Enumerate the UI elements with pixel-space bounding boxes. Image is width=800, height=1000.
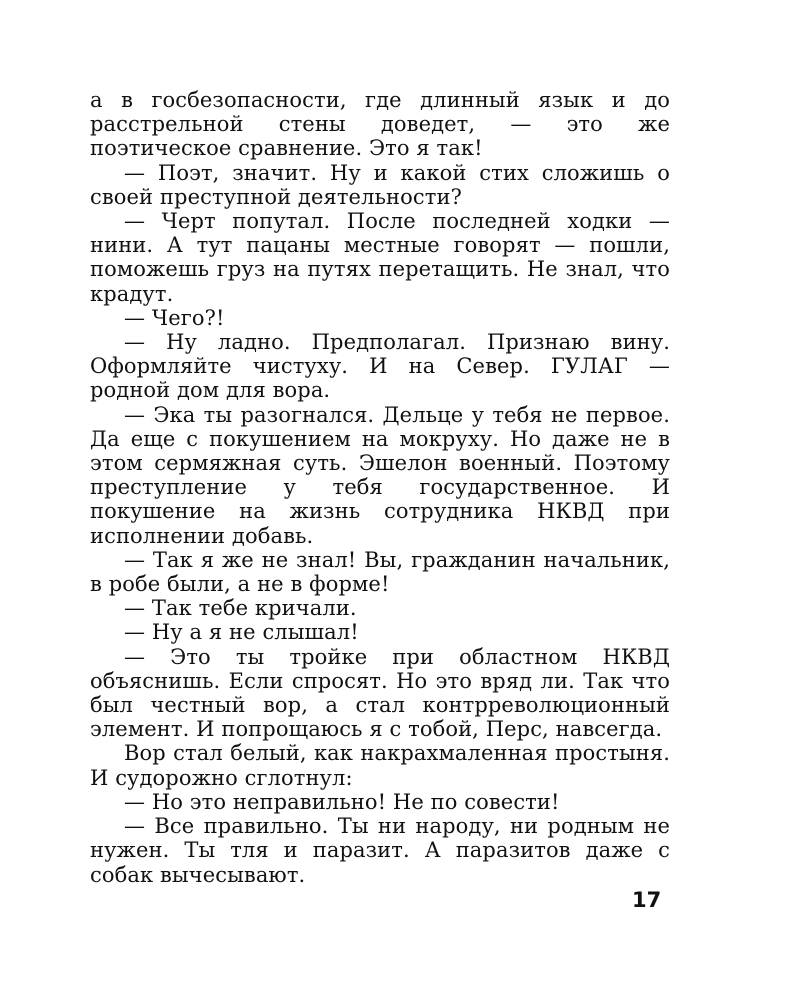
paragraph-4: — Чего?!	[124, 305, 225, 330]
paragraph-10: — Это ты тройке при областном НКВД объяснишь. Если спросят. Но это вряд ли. Так что был честный вор, а стал контрреволюционный элемент. И попрощаюсь я с тобой, Перс, навсегда.	[90, 644, 670, 742]
paragraph-6: — Эка ты разогнался. Дельце у тебя не первое. Да еще с покушением на мокруху. Но даже не в этом сермяжная суть. Эшелон военный. Поэтому преступление у тебя государственное. И покушение на жизнь сотрудника НКВД при исполнении добавь.	[90, 402, 670, 548]
body-text	[90, 88, 670, 887]
paragraph-13: — Все правильно. Ты ни народу, ни родным не нужен. Ты тля и паразит. А паразитов даже с собак вычесывают.	[90, 814, 670, 887]
paragraph-8: — Так тебе кричали.	[124, 596, 357, 621]
paragraph-9: — Ну а я не слышал!	[124, 620, 359, 645]
paragraph-11: Вор стал белый, как накрахмаленная простыня. И судорожно сглотнул:	[90, 741, 670, 790]
paragraph-5: — Ну ладно. Предполагал. Признаю вину. Оформляйте чистуху. И на Север. ГУЛАГ — родной дом для вора.	[90, 330, 670, 403]
paragraph-2: — Поэт, значит. Ну и какой стих сложишь о своей преступной деятельности?	[90, 160, 670, 209]
paragraph-3: — Черт попутал. После последней ходки — нини. А тут пацаны местные говорят — пошли, поможешь груз на путях перетащить. Не знал, что крадут.	[90, 209, 670, 306]
paragraph-1: а в госбезопасности, где длинный язык и до расстрельной стены доведет, — это же поэтическое сравнение. Это я так!	[90, 88, 670, 161]
page-number: 17	[632, 888, 662, 912]
paragraph-12: — Но это неправильно! Не по совести!	[124, 789, 560, 814]
paragraph-7: — Так я же не знал! Вы, гражданин начальник, в робе были, а не в форме!	[90, 547, 670, 597]
